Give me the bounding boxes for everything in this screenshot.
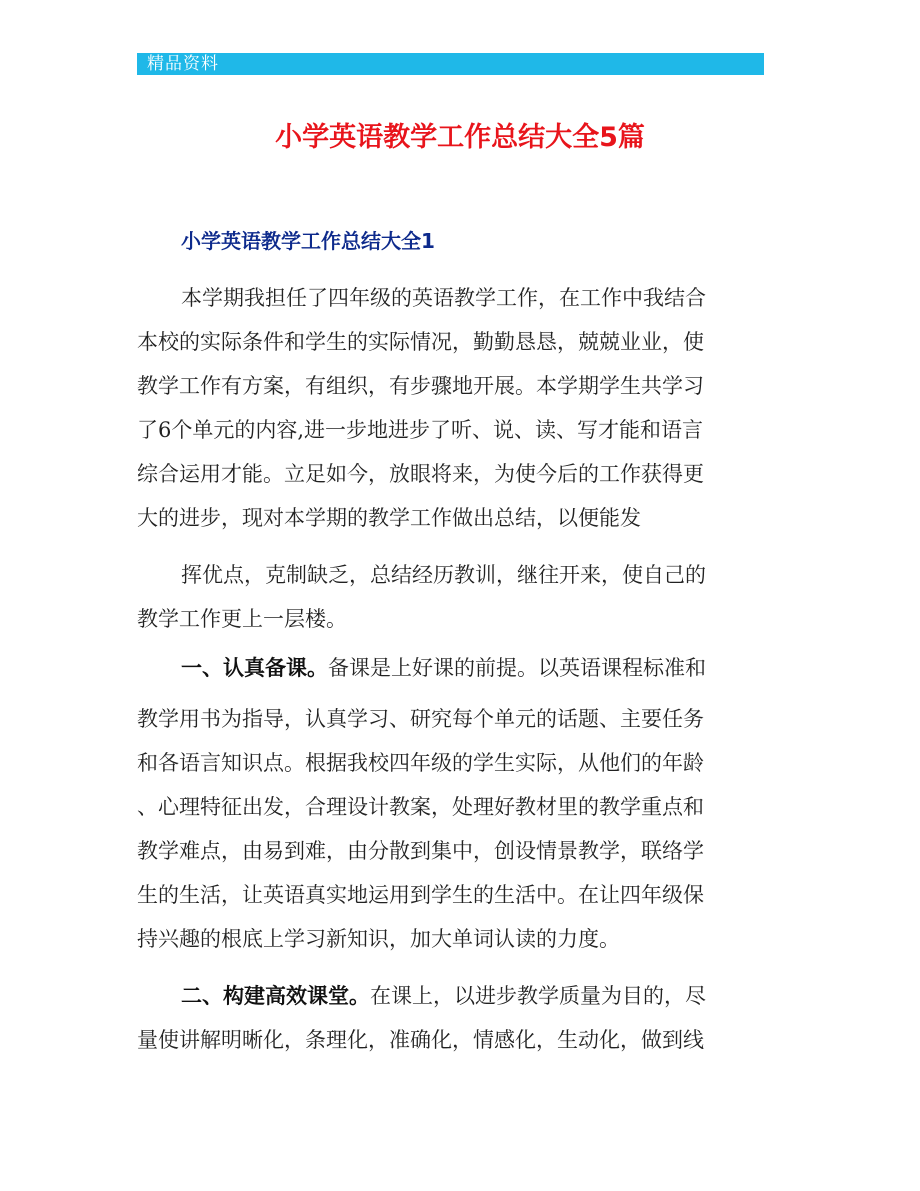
- header-label: 精品资料: [147, 54, 219, 74]
- paragraph-line: 教学工作有方案，有组织，有步骤地开展。本学期学生共学习: [137, 374, 704, 398]
- section-heading: 小学英语教学工作总结大全1: [181, 229, 435, 253]
- paragraph-line: 教学难点，由易到难，由分散到集中，创设情景教学，联络学: [137, 839, 704, 863]
- paragraph-line: [181, 651, 787, 685]
- paragraph-lead: 二、构建高效课堂。: [181, 983, 370, 1008]
- paragraph-line: 挥优点，克制缺乏，总结经历教训，继往开来，使自己的: [181, 563, 706, 587]
- paragraph-line: 教学工作更上一层楼。: [137, 607, 347, 631]
- header-banner: [137, 53, 764, 75]
- paragraph-line: 本校的实际条件和学生的实际情况，勤勤恳恳，兢兢业业，使: [137, 330, 704, 354]
- paragraph-line: 大的进步，现对本学期的教学工作做出总结，以便能发: [137, 506, 641, 530]
- paragraph-line: 教学用书为指导，认真学习、研究每个单元的话题、主要任务: [137, 707, 704, 731]
- paragraph-text: 备课是上好课的前提。以英语课程标准和: [328, 656, 706, 680]
- paragraph-line: 了6个单元的内容,进一步地进步了听、说、读、写才能和语言: [137, 418, 704, 442]
- paragraph-line: [181, 979, 787, 1013]
- paragraph-line: 生的生活，让英语真实地运用到学生的生活中。在让四年级保: [137, 883, 704, 907]
- paragraph-line: 综合运用才能。立足如今，放眼将来，为使今后的工作获得更: [137, 462, 704, 486]
- paragraph-lead: 一、认真备课。: [181, 655, 328, 680]
- paragraph-text: 在课上，以进步教学质量为目的，尽: [370, 984, 706, 1008]
- paragraph-line: 持兴趣的根底上学习新知识，加大单词认读的力度。: [137, 927, 620, 951]
- document-title: 小学英语教学工作总结大全5篇: [275, 122, 645, 153]
- paragraph-line: 和各语言知识点。根据我校四年级的学生实际，从他们的年龄: [137, 751, 704, 775]
- paragraph-line: 本学期我担任了四年级的英语教学工作，在工作中我结合: [181, 286, 706, 310]
- paragraph-line: 、心理特征出发，合理设计教案，处理好教材里的教学重点和: [137, 795, 704, 819]
- paragraph-line: 量使讲解明晰化，条理化，准确化，情感化，生动化，做到线: [137, 1028, 704, 1052]
